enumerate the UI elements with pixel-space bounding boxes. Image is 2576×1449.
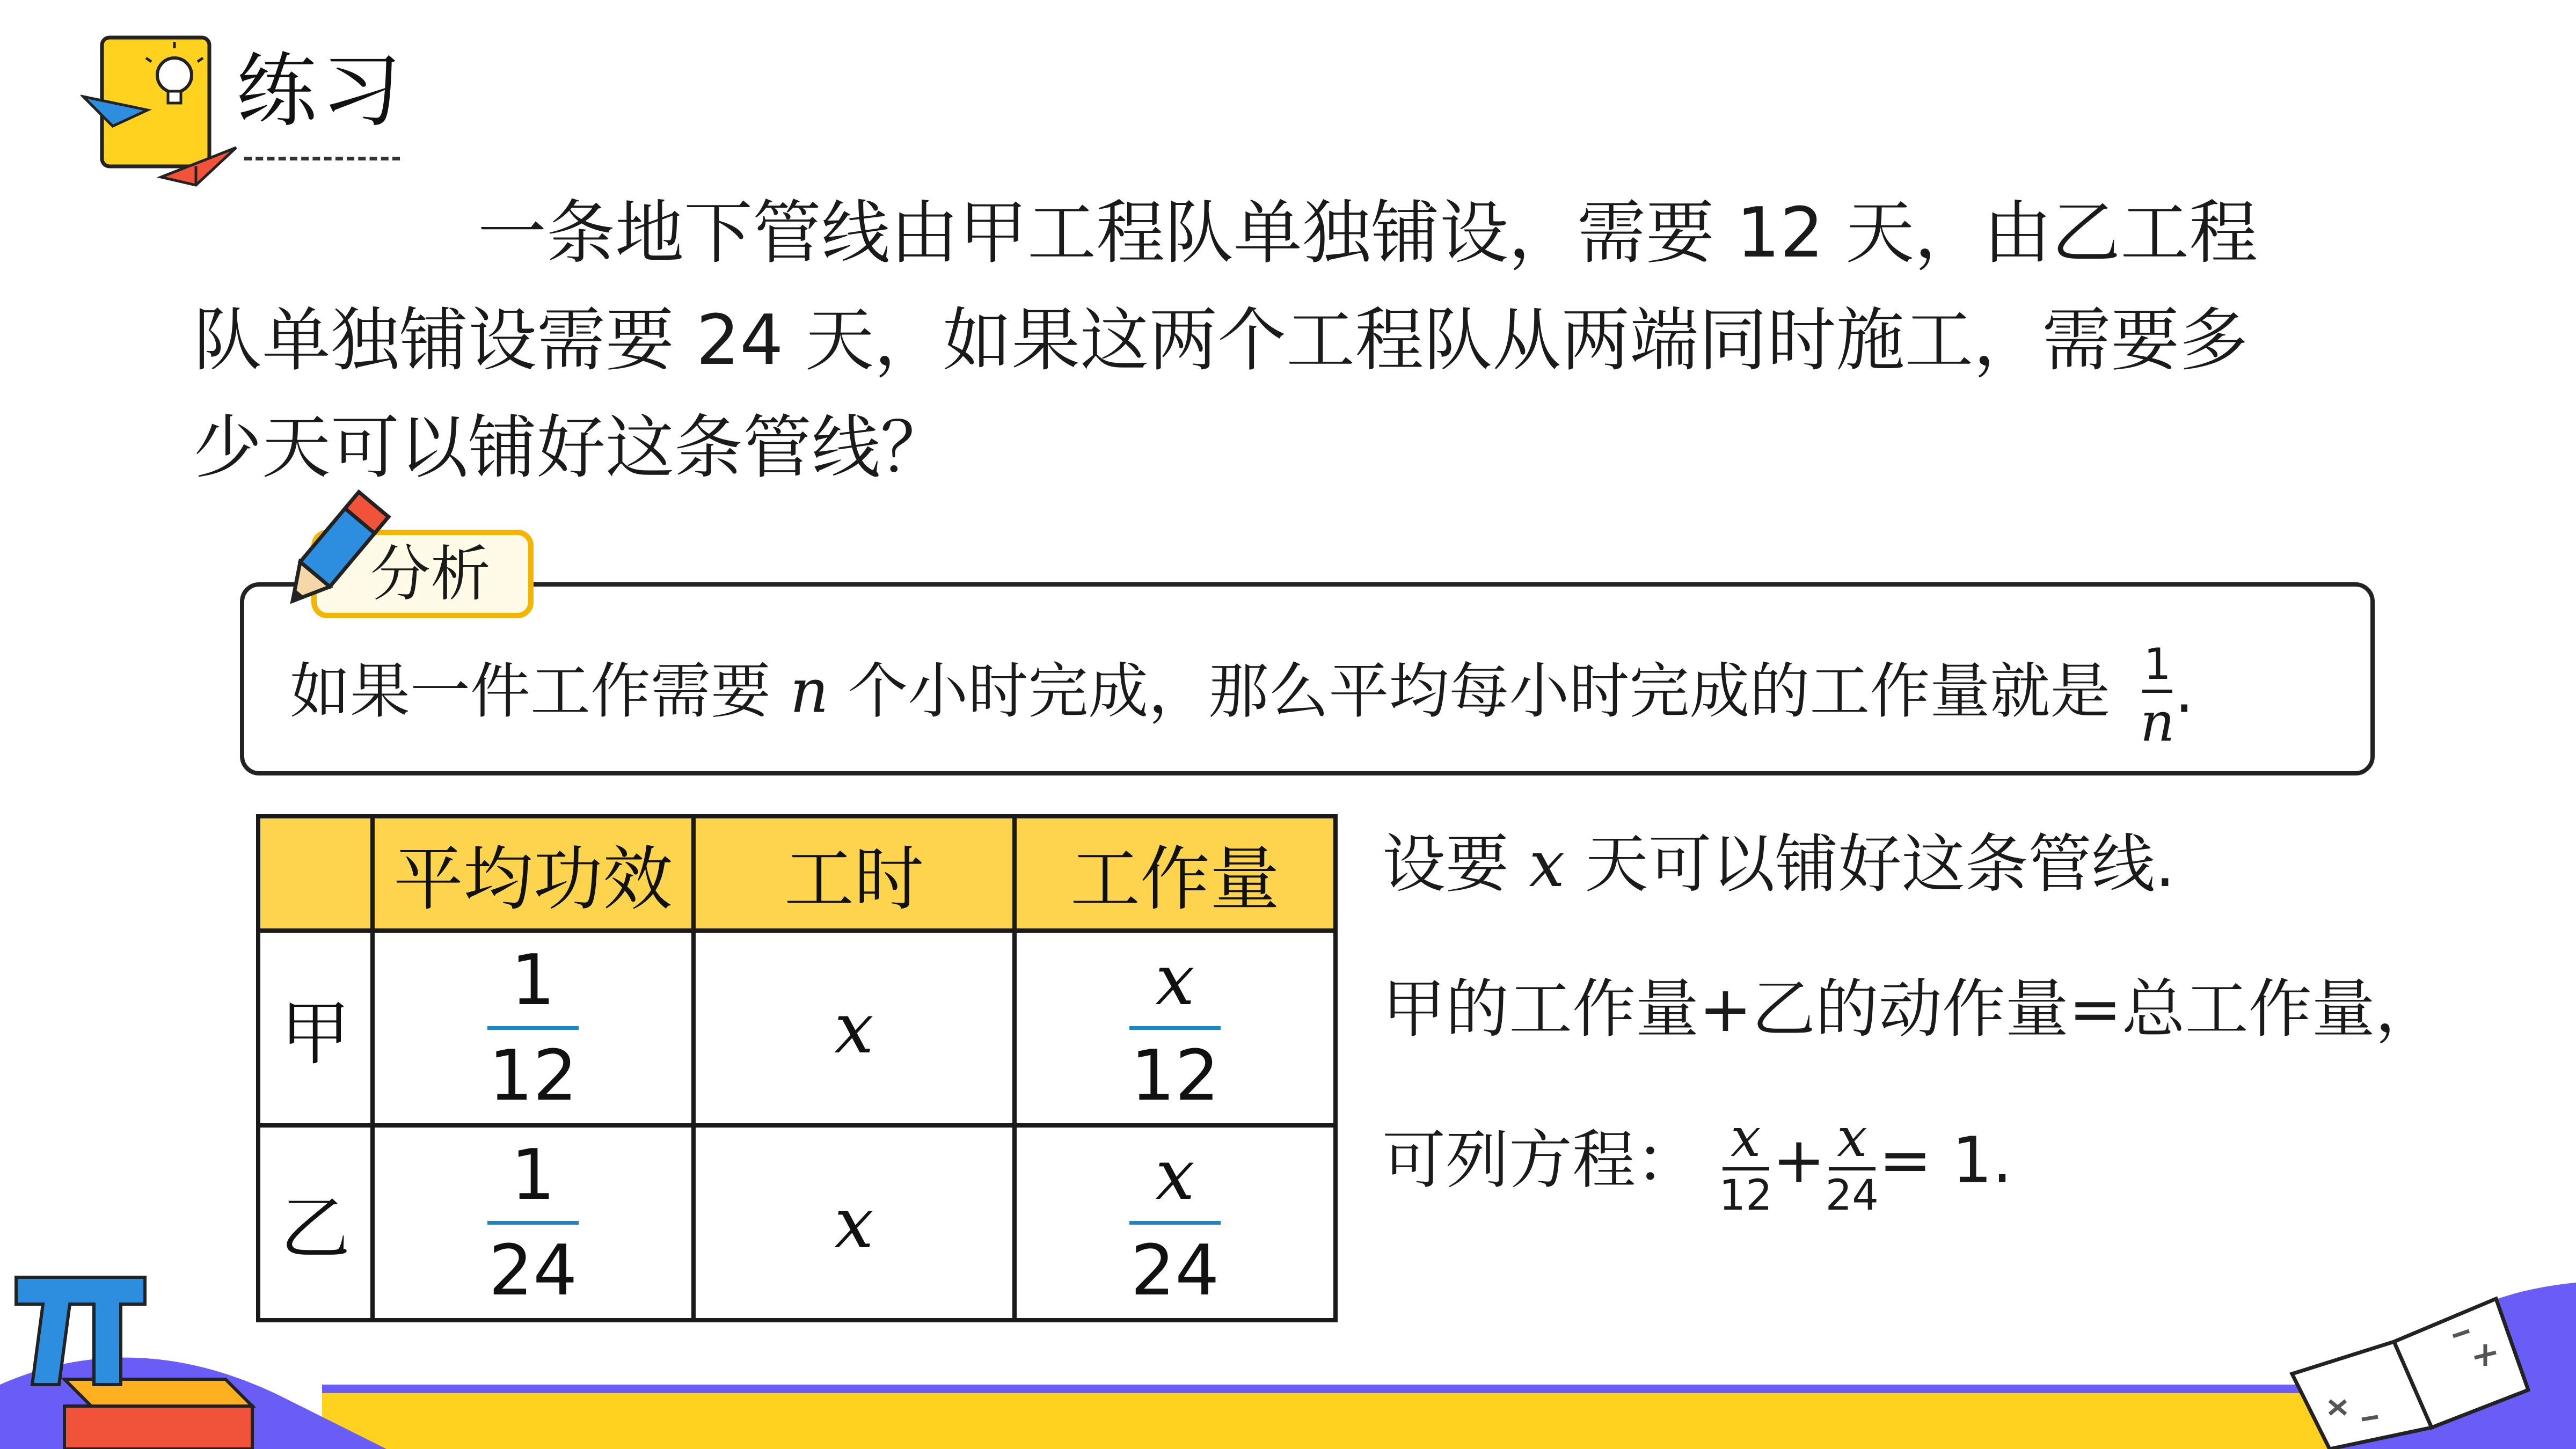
table-row	[258, 931, 1336, 1125]
fraction-numerator: x	[1730, 1106, 1761, 1169]
time-cell: x	[694, 931, 1015, 1125]
fraction-denominator: 24	[1825, 1172, 1879, 1220]
equation-label: 可列方程：	[1382, 1123, 1699, 1197]
equation-rhs: = 1.	[1878, 1123, 2012, 1197]
lightbulb-paper-plane-icon	[81, 32, 247, 188]
fraction-bar	[1129, 1221, 1221, 1225]
bottom-bar-accent	[322, 1385, 2362, 1393]
equation-fraction-1	[1719, 1108, 1772, 1221]
efficiency-cell	[373, 931, 694, 1125]
efficiency-cell	[373, 1125, 694, 1320]
title-underline	[244, 157, 400, 160]
row-name: 甲	[258, 931, 373, 1125]
pencil-icon	[258, 483, 403, 628]
table-header-row	[258, 816, 1336, 931]
side-line-1-before: 设要	[1382, 827, 1509, 901]
side-line-2: 甲的工作量+乙的动作量=总工作量，	[1382, 972, 2439, 1046]
table-header-empty	[258, 816, 373, 931]
page-title: 练习	[236, 45, 406, 138]
bottom-bar	[322, 1393, 2362, 1449]
analysis-text	[290, 639, 2194, 752]
fraction-numerator: x	[1155, 1134, 1195, 1216]
fraction-denominator: 12	[1130, 1035, 1220, 1116]
fraction-numerator: x	[1155, 939, 1195, 1021]
plus-sign: +	[1772, 1123, 1826, 1197]
analysis-label: 分析	[370, 539, 491, 609]
fraction-bar	[487, 1026, 579, 1030]
equation-fraction-2	[1826, 1108, 1879, 1221]
fraction-denominator: 12	[1719, 1172, 1772, 1220]
open-book-decoration-icon	[2271, 1267, 2576, 1449]
fraction-numerator: 1	[510, 939, 556, 1021]
work-cell	[1015, 1125, 1336, 1320]
analysis-variable: n	[790, 656, 829, 727]
row-name: 乙	[258, 1125, 373, 1320]
table-header-efficiency: 平均功效	[373, 816, 694, 931]
side-line-1	[1382, 824, 2175, 904]
fraction-bar	[487, 1221, 579, 1225]
problem-line-3: 少天可以铺好这条管线？	[193, 408, 950, 488]
fraction-numerator: 1	[510, 1134, 556, 1216]
fraction-numerator: 1	[2143, 639, 2171, 689]
problem-line-2: 队单独铺设需要 24 天，如果这两个工程队从两端同时施工，需要多	[193, 301, 2249, 380]
table-header-work: 工作量	[1015, 816, 1336, 931]
time-cell: x	[694, 1125, 1015, 1320]
analysis-end: .	[2174, 656, 2194, 727]
fraction-denominator: n	[2140, 691, 2175, 753]
fraction-denominator: 24	[488, 1230, 578, 1311]
analysis-text-before: 如果一件工作需要	[290, 656, 771, 727]
fraction-bar	[1129, 1026, 1221, 1030]
problem-line-1: 一条地下管线由甲工程队单独铺设，需要 12 天，由乙工程	[478, 193, 2258, 273]
fraction-numerator: x	[1837, 1106, 1867, 1169]
analysis-text-after: 个小时完成，那么平均每小时完成的工作量就是	[848, 656, 2111, 727]
side-variable: x	[1529, 827, 1565, 901]
work-cell	[1015, 931, 1336, 1125]
problem-text	[193, 180, 2394, 502]
side-line-1-after: 天可以铺好这条管线.	[1585, 827, 2176, 901]
fraction-denominator: 12	[488, 1035, 578, 1116]
work-table	[256, 814, 1338, 1322]
fraction-denominator: 24	[1130, 1230, 1220, 1311]
equation-line	[1382, 1108, 2012, 1221]
table-row	[258, 1125, 1336, 1320]
analysis-fraction	[2140, 639, 2174, 752]
pi-block-decoration-icon	[0, 1261, 386, 1449]
table-header-time: 工时	[694, 816, 1015, 931]
